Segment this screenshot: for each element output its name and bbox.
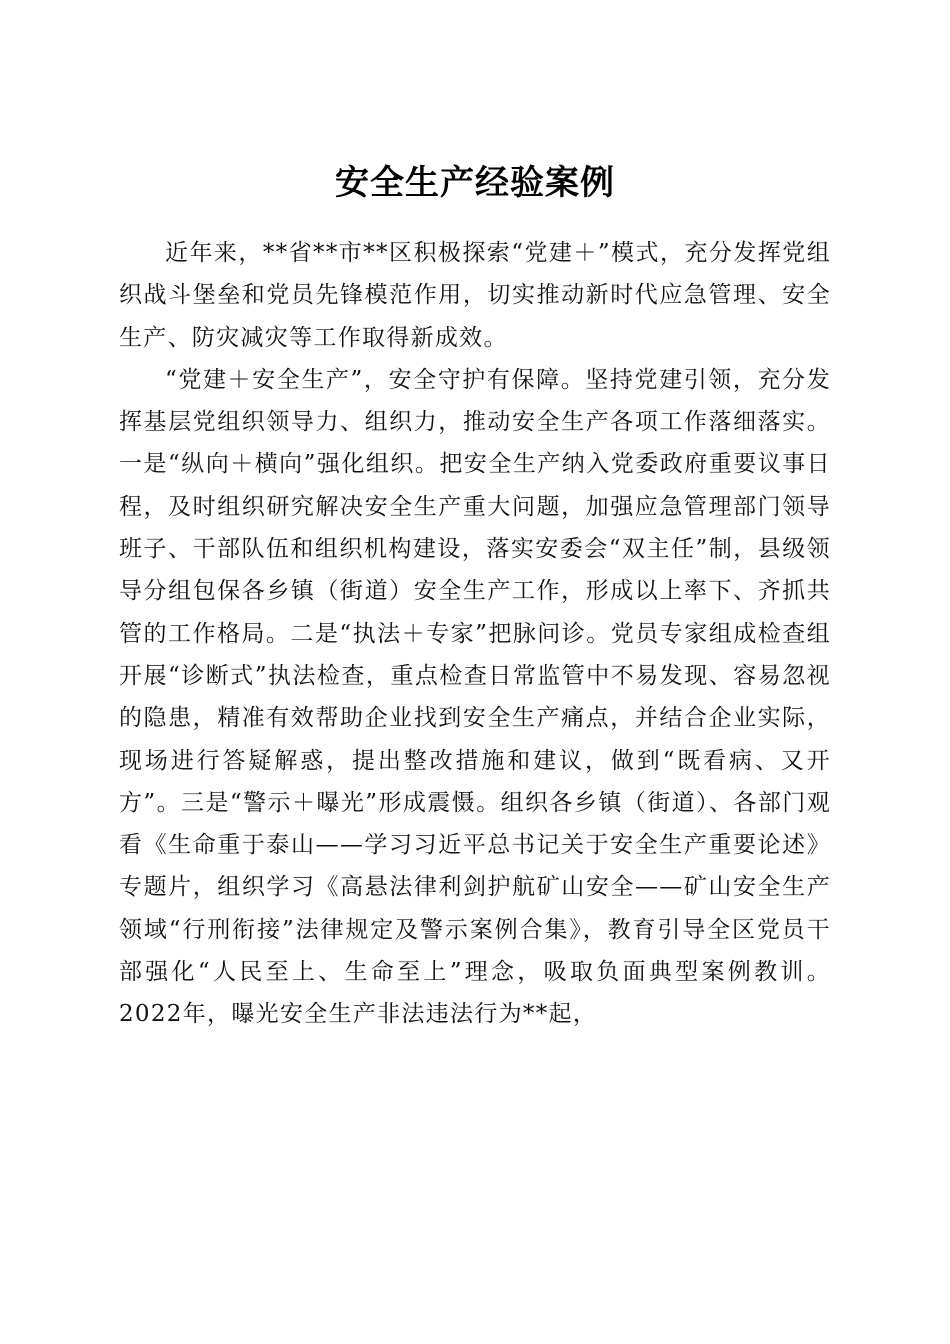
paragraph-party-building-safety: “党建＋安全生产”，安全守护有保障。坚持党建引领，充分发挥基层党组织领导力、组织力，推动安全生产各项工作落细落实。一是“纵向＋横向”强化组织。把安全生产纳入党委政府重要议事日程，及时组织研究解决安全生产重大问题，加强应急管理部门领导班子、干部队伍和组织机构建设，落实安委会“双主任”制，县级领导分组包保各乡镇（街道）安全生产工作，形成以上率下、齐抓共管的工作格局。二是“执法＋专家”把脉问诊。党员专家组成检查组开展“诊断式”执法检查，重点检查日常监管中不易发现、容易忽视的隐患，精准有效帮助企业找到安全生产痛点，并结合企业实际，现场进行答疑解惑，提出整改措施和建议，做到“既看病、又开方”。三是“警示＋曝光”形成震慑。组织各乡镇（街道）、各部门观看《生命重于泰山——学习习近平总书记关于安全生产重要论述》专题片，组织学习《高悬法律利剑护航矿山安全——矿山安全生产领域“行刑衔接”法律规定及警示案例合集》，教育引导全区党员干部强化“人民至上、生命至上”理念，吸取负面典型案例教训。2022年，曝光安全生产非法违法行为**起， [119,366,831,1028]
document-title: 安全生产经验案例 [335,162,615,203]
document-body [119,232,831,1036]
paragraph-intro: 近年来，**省**市**区积极探索“党建＋”模式，充分发挥党组织战斗堡垒和党员先锋模范作用，切实推动新时代应急管理、安全生产、防灾减灾等工作取得新成效。 [119,240,831,351]
